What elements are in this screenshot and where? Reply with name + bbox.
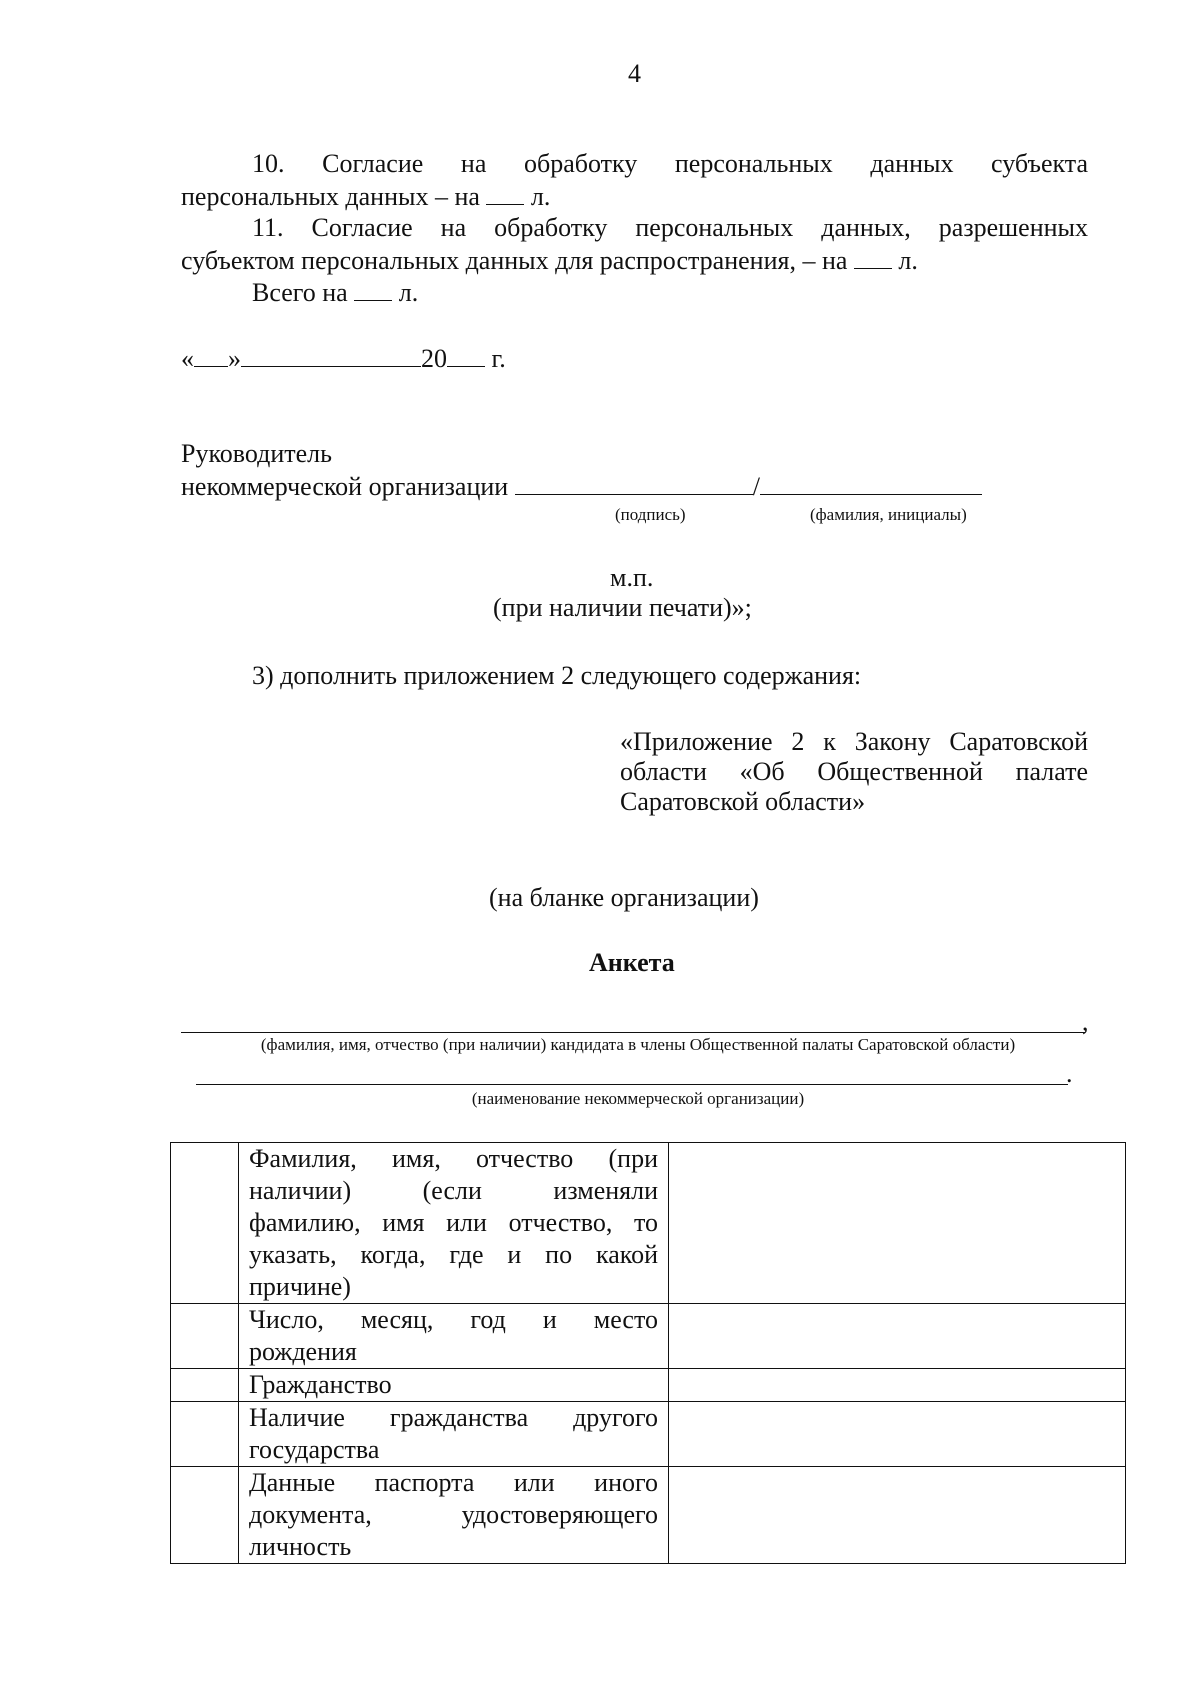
signature-title-line-1: Руководитель <box>181 439 332 468</box>
signature-separator: / <box>752 472 760 501</box>
page-number: 4 <box>628 59 641 88</box>
questionnaire-table <box>170 1142 1126 1564</box>
item-11-line-1: 11. Согласие на обработку персональных данных, разрешенных <box>252 213 1088 242</box>
row-label-line: Наличие гражданства другого <box>249 1403 658 1432</box>
year-suffix: г. <box>491 344 506 373</box>
row-label-cell <box>239 1143 669 1304</box>
row-label-line: указать, когда, где и по какой <box>249 1240 658 1269</box>
item-10-line-2 <box>181 180 550 213</box>
total-sheet-count-field[interactable] <box>354 276 392 301</box>
row-label-line: документа, удостоверяющего <box>249 1500 658 1529</box>
total-sheets-line <box>252 276 418 309</box>
day-field[interactable] <box>194 342 228 367</box>
clause-3: 3) дополнить приложением 2 следующего содержания: <box>252 661 862 690</box>
item-10-line-1: 10. Согласие на обработку персональных данных субъекта <box>252 149 1088 178</box>
date-line <box>181 342 506 375</box>
row-label-line: рождения <box>249 1337 357 1366</box>
row-label-cell <box>239 1304 669 1369</box>
item-10-suffix: л. <box>530 182 551 211</box>
row-value-cell[interactable] <box>669 1304 1126 1369</box>
row-value-cell[interactable] <box>669 1143 1126 1304</box>
caption-signature: (подпись) <box>615 505 686 524</box>
row-number-cell <box>171 1143 239 1304</box>
row-value-cell[interactable] <box>669 1467 1126 1564</box>
candidate-field-end: , <box>1082 1007 1089 1036</box>
table-row <box>171 1304 1126 1369</box>
seal-note: (при наличии печати)»; <box>493 593 752 622</box>
organization-caption: (наименование некоммерческой организации) <box>471 1089 805 1108</box>
total-prefix: Всего на <box>252 278 348 307</box>
letterhead-note: (на бланке организации) <box>489 883 759 912</box>
candidate-name-field[interactable] <box>181 1032 1085 1033</box>
row-label-cell <box>239 1467 669 1564</box>
item-11-prefix: субъектом персональных данных для распространения, – на <box>181 246 848 275</box>
form-title: Анкета <box>589 948 675 977</box>
row-label-line: Гражданство <box>249 1370 392 1399</box>
row-label-cell <box>239 1369 669 1402</box>
appendix-ref-line-3: Саратовской области» <box>620 787 866 816</box>
organization-name-field[interactable] <box>196 1084 1068 1085</box>
row-label-line: наличии) (если изменяли <box>249 1176 658 1205</box>
seal-mp: м.п. <box>610 563 654 592</box>
row-label-cell <box>239 1402 669 1467</box>
row-number-cell <box>171 1467 239 1564</box>
organization-field-end: . <box>1066 1059 1073 1088</box>
caption-name-initials: (фамилия, инициалы) <box>810 505 967 524</box>
signature-title-line-2 <box>181 470 982 503</box>
signature-field[interactable] <box>515 470 753 495</box>
item-11-line-2 <box>181 244 918 277</box>
row-label-line: Число, месяц, год и место <box>249 1305 658 1334</box>
row-label-line: государства <box>249 1435 380 1464</box>
signature-title-text: некоммерческой организации <box>181 472 509 501</box>
row-number-cell <box>171 1304 239 1369</box>
row-number-cell <box>171 1369 239 1402</box>
year-field[interactable] <box>447 342 485 367</box>
year-prefix: 20 <box>421 344 447 373</box>
total-suffix: л. <box>398 278 419 307</box>
table-row <box>171 1143 1126 1304</box>
row-label-line: причине) <box>249 1272 351 1301</box>
row-value-cell[interactable] <box>669 1369 1126 1402</box>
appendix-ref-line-2: области «Об Общественной палате <box>620 757 1088 786</box>
row-number-cell <box>171 1402 239 1467</box>
row-label-line: Данные паспорта или иного <box>249 1468 658 1497</box>
table-row <box>171 1369 1126 1402</box>
item-11-sheet-count-field[interactable] <box>854 244 892 269</box>
item-11-suffix: л. <box>898 246 918 275</box>
candidate-caption: (фамилия, имя, отчество (при наличии) кандидата в члены Общественной палаты Саратовской области) <box>260 1035 1016 1054</box>
name-initials-field[interactable] <box>760 470 982 495</box>
row-label-line: Фамилия, имя, отчество (при <box>249 1144 658 1173</box>
appendix-ref-line-1: «Приложение 2 к Закону Саратовской <box>620 727 1088 756</box>
item-10-prefix: персональных данных – на <box>181 182 480 211</box>
row-label-line: личность <box>249 1532 352 1561</box>
table-row <box>171 1402 1126 1467</box>
item-10-sheet-count-field[interactable] <box>486 180 524 205</box>
table-row <box>171 1467 1126 1564</box>
row-value-cell[interactable] <box>669 1402 1126 1467</box>
date-close-quote: » <box>228 344 241 373</box>
month-field[interactable] <box>241 342 421 367</box>
row-label-line: фамилию, имя или отчество, то <box>249 1208 658 1237</box>
date-open-quote: « <box>181 344 194 373</box>
